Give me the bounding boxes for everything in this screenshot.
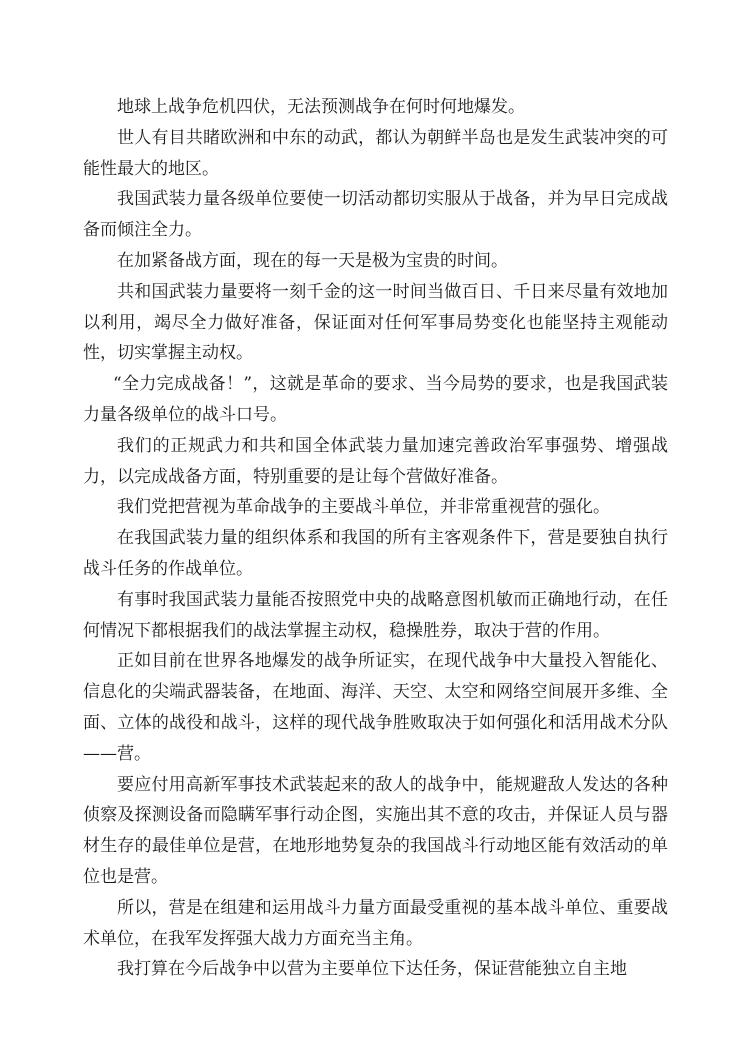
document-body — [83, 92, 668, 985]
paragraph: 所以，营是在组建和运用战斗力量方面最受重视的基本战斗单位、重要战术单位，在我军发挥强大战力方面充当主角。 — [83, 897, 668, 949]
paragraph: 共和国武装力量要将一刻千金的这一时间当做百日、千日来尽量有效地加以利用，竭尽全力做好准备，保证面对任何军事局势变化也能坚持主观能动性，切实掌握主动权。 — [83, 281, 668, 364]
paragraph: 在我国武装力量的组织体系和我国的所有主客观条件下，营是要独自执行战斗任务的作战单位。 — [83, 528, 668, 579]
paragraph: 我们的正规武力和共和国全体武装力量加速完善政治军事强势、增强战力，以完成战备方面，特别重要的是让每个营做好准备。 — [83, 435, 668, 487]
paragraph: 要应付用高新军事技术武装起来的敌人的战争中，能规避敌人发达的各种侦察及探测设备而隐瞒军事行动企图，实施出其不意的攻击，并保证人员与器材生存的最佳单位是营，在地形地势复杂的我国战斗行动地区能有效活动的单位也是营。 — [83, 774, 668, 887]
paragraph: 我国武装力量各级单位要使一切活动都切实服从于战备，并为早日完成战备而倾注全力。 — [83, 189, 668, 241]
paragraph: 有事时我国武装力量能否按照党中央的战略意图机敏而正确地行动，在任何情况下都根据我们的战法掌握主动权，稳操胜券，取决于营的作用。 — [83, 589, 668, 641]
paragraph: 在加紧备战方面，现在的每一天是极为宝贵的时间。 — [117, 250, 508, 271]
paragraph: 世人有目共睹欧洲和中东的动武，都认为朝鲜半岛也是发生武装冲突的可能性最大的地区。 — [83, 127, 668, 179]
paragraph-slogan: “全力完成战备！”，这就是革命的要求、当今局势的要求，也是我国武装力量各级单位的战斗口号。 — [83, 374, 668, 425]
paragraph: 我打算在今后战争中以营为主要单位下达任务，保证营能独立自主地 — [117, 959, 627, 980]
paragraph: 地球上战争危机四伏，无法预测战争在何时何地爆发。 — [117, 97, 525, 117]
paragraph: 我们党把营视为革命战争的主要战斗单位，并非常重视营的强化。 — [117, 497, 610, 518]
paragraph: 正如目前在世界各地爆发的战争所证实，在现代战争中大量投入智能化、信息化的尖端武器装备，在地面、海洋、天空、太空和网络空间展开多维、全面、立体的战役和战斗，这样的现代战争胜败取决于如何强化和活用战术分队——营。 — [83, 651, 668, 764]
